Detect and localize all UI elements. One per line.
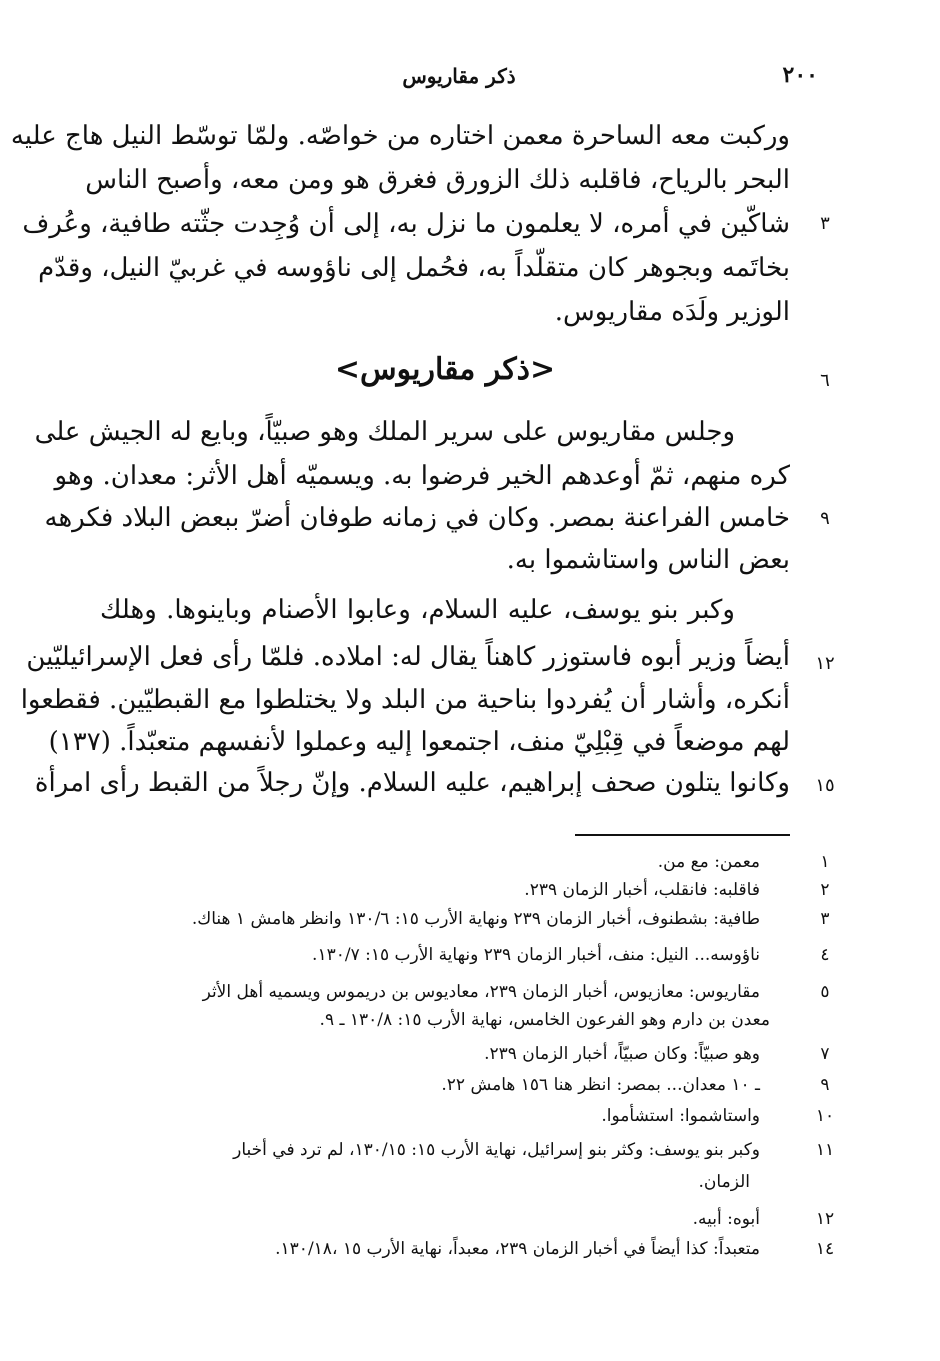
footnote <box>100 1136 835 1164</box>
footnote-text: واستاشموا: استشأموا. <box>601 1106 760 1126</box>
footnote <box>100 876 830 904</box>
footnote-text: ـ ١٠ معدان... بمصر: انظر هنا ١٥٦ هامش ٢٢. <box>441 1075 760 1095</box>
footnote-continuation: معدن بن دارم وهو الفرعون الخامس، نهاية الأرب ١٥: ١٣٠/٨ ـ ٩. <box>319 1010 770 1030</box>
footnote <box>100 1205 835 1233</box>
line-number: ٩ <box>820 508 830 529</box>
footnote <box>100 1040 830 1068</box>
footnote <box>100 905 830 933</box>
text-line: وكبر بنو يوسف، عليه السلام، وعابوا الأصنام وباينوها. وهلك <box>100 595 735 625</box>
footnote <box>100 1071 830 1099</box>
text-line: وكانوا يتلون صحف إبراهيم، عليه السلام. وإنّ رجلاً من القبط رأى امرأة <box>34 768 790 798</box>
text-line: وركبت معه الساحرة معمن اختاره من خواصّه. ولمّا توسّط النيل هاج عليه <box>10 121 790 151</box>
footnote-number: ١١ <box>815 1140 835 1160</box>
footnote <box>100 1102 835 1130</box>
line-number: ٣ <box>820 213 830 234</box>
footnote-text: معمن: مع من. <box>657 852 760 872</box>
text-line: البحر بالرياح، فاقلبه ذلك الزورق فغرق هو ومن معه، وأصبح الناس <box>85 165 790 195</box>
footnote-text: فاقلبه: فانقلب، أخبار الزمان ٢٣٩. <box>524 880 760 900</box>
footnote <box>100 941 830 969</box>
text-line: لهم موضعاً في قِبْلِيّ منف، اجتمعوا إليه وعملوا لأنفسهم متعبّداً. (١٣٧) <box>48 727 790 757</box>
text-line: بعض الناس واستاشموا به. <box>506 545 790 575</box>
footnote-text: وكبر بنو يوسف: وكثر بنو إسرائيل، نهاية الأرب ١٥: ١٣٠/١٥، لم ترد في أخبار <box>233 1140 760 1160</box>
footnote-text: مقاريوس: معازيوس، أخبار الزمان ٢٣٩، معاديوس بن دريموس ويسميه أهل الأثر <box>202 982 760 1002</box>
text-line: أنكره، وأشار أن يُفردوا بناحية من البلد ولا يختلطوا مع القبطيّين. فقطعوا <box>20 685 790 715</box>
footnote-text: ناؤوسه... النيل: منف، أخبار الزمان ٢٣٩ ونهاية الأرب ١٥: ١٣٠/٧. <box>312 945 760 965</box>
footnote-text: متعبداً: كذا أيضاً في أخبار الزمان ٢٣٩، معبداً، نهاية الأرب ١٥ ،١٣٠/١٨. <box>275 1239 760 1259</box>
footnote-number: ٢ <box>820 880 830 900</box>
page-number: ٢٠٠ <box>782 62 818 88</box>
footnote-text: طافية: بشطنوف، أخبار الزمان ٢٣٩ ونهاية الأرب ١٥: ١٣٠/٦ وانظر هامش ١ هناك. <box>191 909 760 929</box>
footnote-number: ٤ <box>820 945 830 965</box>
footnote-number: ١٠ <box>815 1106 835 1126</box>
footnote <box>100 1235 835 1263</box>
line-number: ٦ <box>820 370 830 391</box>
text-line: أيضاً وزير أبوه فاستوزر كاهناً يقال له: املاده. فلمّا رأى فعل الإسرائيليّين <box>26 642 790 672</box>
footnote-separator <box>575 834 790 836</box>
line-number: ١٢ <box>815 653 835 674</box>
footnote-number: ١٤ <box>815 1239 835 1259</box>
page-header <box>100 62 818 96</box>
text-line: شاكّين في أمره، لا يعلمون ما نزل به، إلى أن وُجِدت جثّته طافية، وعُرف <box>22 209 790 239</box>
footnote-text: أبوه: أبيه. <box>692 1209 760 1229</box>
section-heading: <ذكر مقاريوس> <box>334 352 556 387</box>
footnote-number: ٧ <box>820 1044 830 1064</box>
footnote-number: ٣ <box>820 909 830 929</box>
footnote-number: ١٢ <box>815 1209 835 1229</box>
text-line: الوزير ولَدَه مقاريوس. <box>554 297 790 327</box>
footnote <box>100 848 830 876</box>
footnote-number: ٩ <box>820 1075 830 1095</box>
footnote-text: وهو صبيّاً: وكان صبيّاً، أخبار الزمان ٢٣٩. <box>484 1044 760 1064</box>
footnote-continuation: الزمان. <box>698 1172 750 1192</box>
running-title: ذكر مقاريوس <box>402 64 516 88</box>
footnote <box>100 978 830 1006</box>
text-line: خامس الفراعنة بمصر. وكان في زمانه طوفان أضرّ ببعض البلاد فكرهه <box>44 503 790 533</box>
text-line: كره منهم، ثمّ أوعدهم الخير فرضوا به. ويسميّه أهل الأثر: معدان. وهو <box>54 461 790 491</box>
line-number: ١٥ <box>815 775 835 796</box>
text-line: وجلس مقاريوس على سرير الملك وهو صبيّاً، وبايع له الجيش على <box>34 417 735 447</box>
footnote-number: ١ <box>820 852 830 872</box>
text-line: بخاتَمه وبجوهر كان متقلّداً به، فحُمل إلى ناؤوسه في غربيّ النيل، وقدّم <box>38 253 790 283</box>
footnote-number: ٥ <box>820 982 830 1002</box>
